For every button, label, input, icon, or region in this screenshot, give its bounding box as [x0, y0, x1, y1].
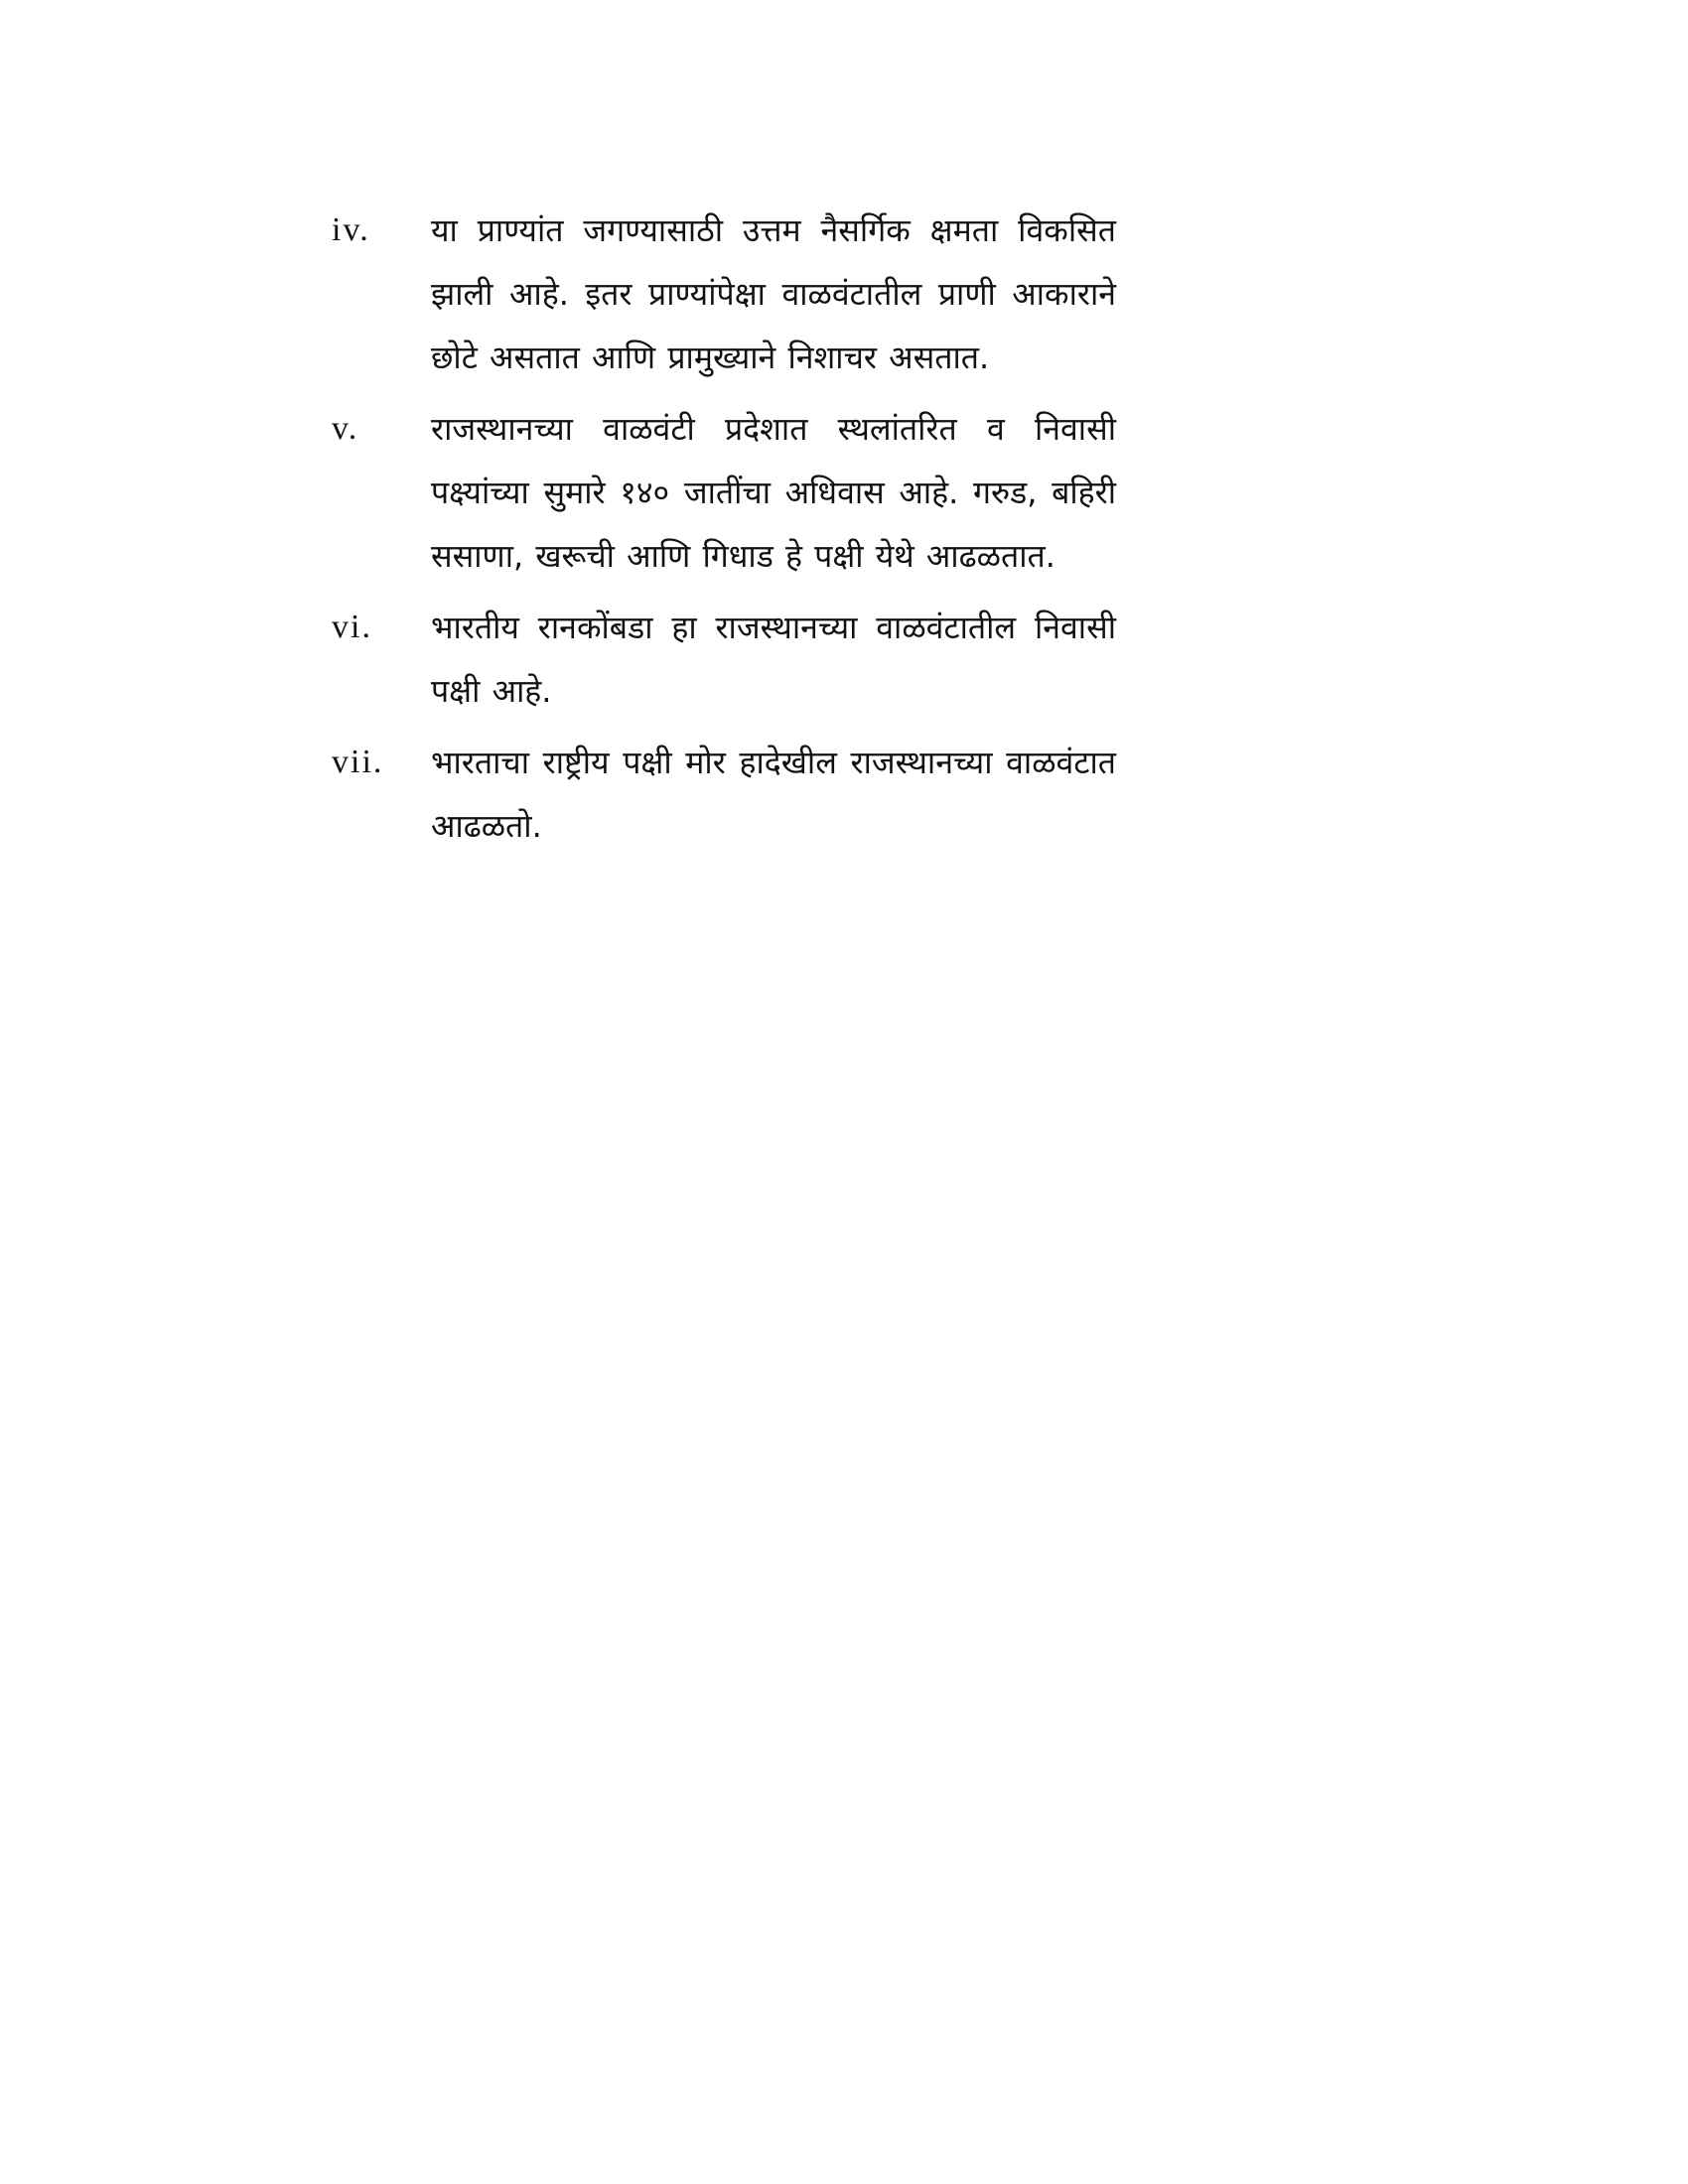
list-item-iv [332, 199, 1126, 389]
item-marker: iv. [332, 211, 370, 248]
item-text: राजस्थानच्या वाळवंटी प्रदेशात स्थलांतरित व निवासी पक्ष्यांच्या सुमारे १४० जातींचा अधिवास आहे. गरुड, बहिरी ससाणा, खरूची आणि गिधाड हे पक्षी येथे आढळतात. [431, 410, 1116, 575]
item-text: भारताचा राष्ट्रीय पक्षी मोर हादेखील राजस्थानच्या वाळवंटात आढळतो. [431, 744, 1116, 845]
item-text: भारतीय रानकोंबडा हा राजस्थानच्या वाळवंटातील निवासी पक्षी आहे. [431, 609, 1116, 710]
list-item-vii [332, 731, 1126, 858]
item-marker: vi. [332, 609, 372, 645]
list-item-vi [332, 596, 1126, 723]
item-marker: v. [332, 410, 359, 447]
list-item-v [332, 397, 1126, 588]
item-text: या प्राण्यांत जगण्यासाठी उत्तम नैसर्गिक क्षमता विकसित झाली आहे. इतर प्राण्यांपेक्षा वाळवंटातील प्राणी आकाराने छोटे असतात आणि प्रामुख्याने निशाचर असतात. [431, 211, 1116, 376]
item-marker: vii. [332, 744, 384, 780]
numbered-point-list [332, 199, 1126, 866]
